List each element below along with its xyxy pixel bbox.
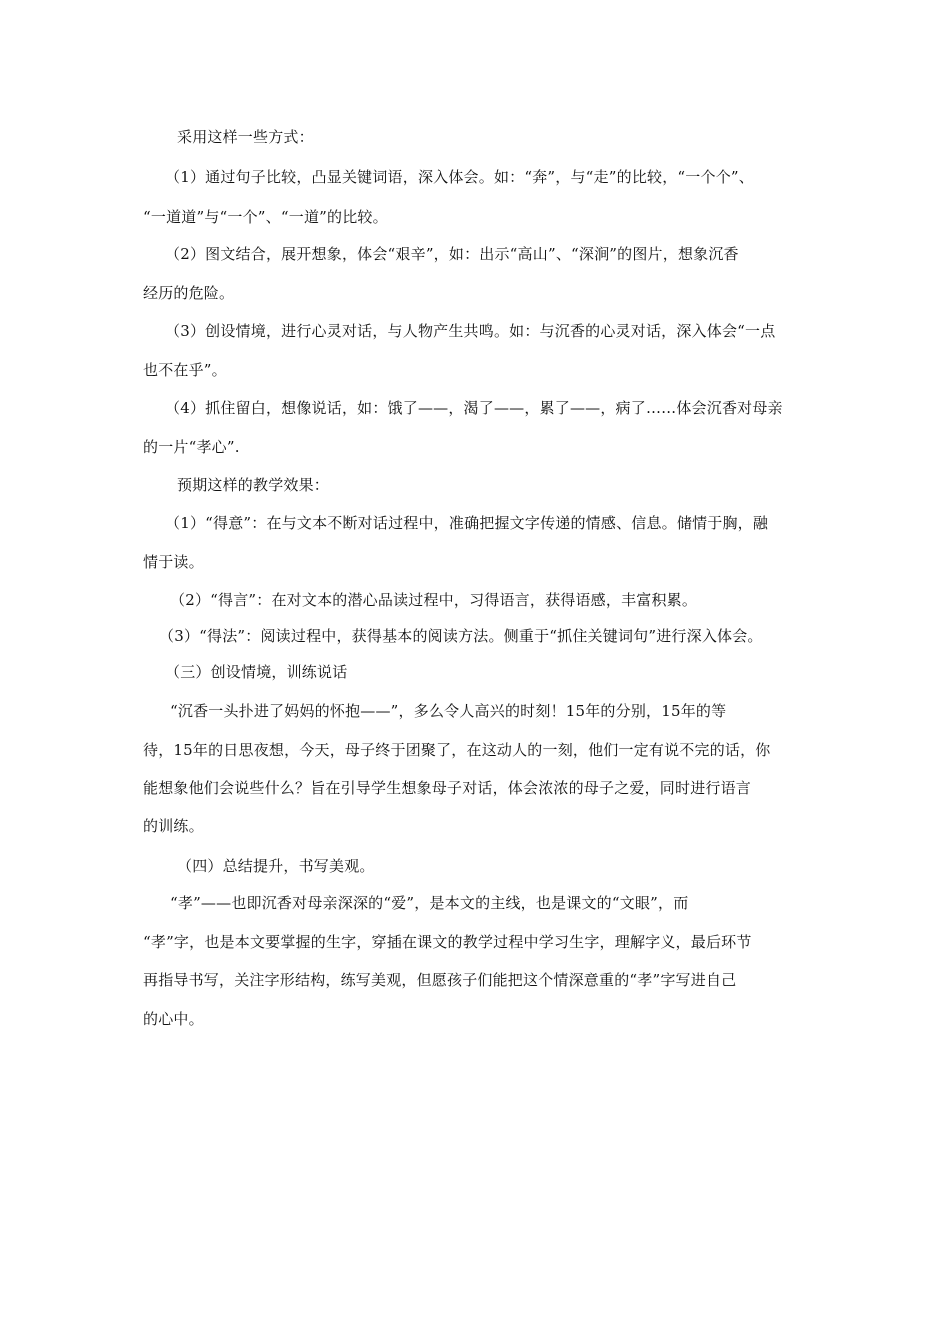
paragraph-method-2-line-2: 经历的危险。 (143, 284, 235, 302)
paragraph-section-4-line-2: “孝”字，也是本文要掌握的生字，穿插在课文的教学过程中学习生字，理解字义，最后环节 (143, 933, 752, 951)
paragraph-section-3-line-4: 的训练。 (143, 817, 204, 835)
paragraph-method-2-line-1: （2）图文结合，展开想象，体会“艰辛”，如：出示“高山”、“深涧”的图片，想象沉香 (165, 245, 739, 263)
paragraph-section-3-line-2: 待，15年的日思夜想，今天，母子终于团聚了，在这动人的一刻，他们一定有说不完的话，你 (143, 741, 771, 759)
paragraph-method-3-line-1: （3）创设情境，进行心灵对话，与人物产生共鸣。如：与沉香的心灵对话，深入体会“一点 (165, 322, 776, 340)
paragraph-intro-methods: 采用这样一些方式： (177, 128, 314, 146)
paragraph-section-4-line-3: 再指导书写，关注字形结构，练写美观，但愿孩子们能把这个情深意重的“孝”字写进自己 (143, 971, 737, 989)
paragraph-method-4-line-1: （4）抓住留白，想像说话，如：饿了——，渴了——，累了——，病了……体会沉香对母亲 (165, 399, 783, 417)
paragraph-section-3-line-3: 能想象他们会说些什么？旨在引导学生想象母子对话，体会浓浓的母子之爱，同时进行语言 (143, 779, 752, 797)
paragraph-expected-effects: 预期这样的教学效果： (177, 476, 330, 494)
paragraph-effect-1-line-2: 情于读。 (143, 553, 204, 571)
paragraph-section-3-line-1: “沉香一头扑进了妈妈的怀抱——”，多么令人高兴的时刻！15年的分别，15年的等 (170, 702, 727, 720)
paragraph-effect-3: （3）“得法”：阅读过程中，获得基本的阅读方法。侧重于“抓住关键词句”进行深入体会。 (159, 627, 763, 645)
paragraph-method-1-line-2: “一道道”与“一个”、“一道”的比较。 (143, 208, 388, 226)
section-heading-3: （三）创设情境，训练说话 (165, 663, 348, 681)
paragraph-method-3-line-2: 也不在乎”。 (143, 361, 227, 379)
paragraph-section-4-line-4: 的心中。 (143, 1010, 204, 1028)
paragraph-method-4-line-2: 的一片“孝心”. (143, 438, 240, 456)
paragraph-section-4-line-1: “孝”——也即沉香对母亲深深的“爱”，是本文的主线，也是课文的“文眼”，而 (170, 894, 689, 912)
paragraph-effect-1-line-1: （1）“得意”：在与文本不断对话过程中，准确把握文字传递的情感、信息。储情于胸，融 (165, 514, 769, 532)
paragraph-method-1-line-1: （1）通过句子比较，凸显关键词语，深入体会。如：“奔”，与“走”的比较，“一个个”、 (165, 168, 754, 186)
paragraph-effect-2: （2）“得言”：在对文本的潜心品读过程中，习得语言，获得语感，丰富积累。 (170, 591, 698, 609)
section-heading-4: （四）总结提升，书写美观。 (177, 857, 375, 875)
